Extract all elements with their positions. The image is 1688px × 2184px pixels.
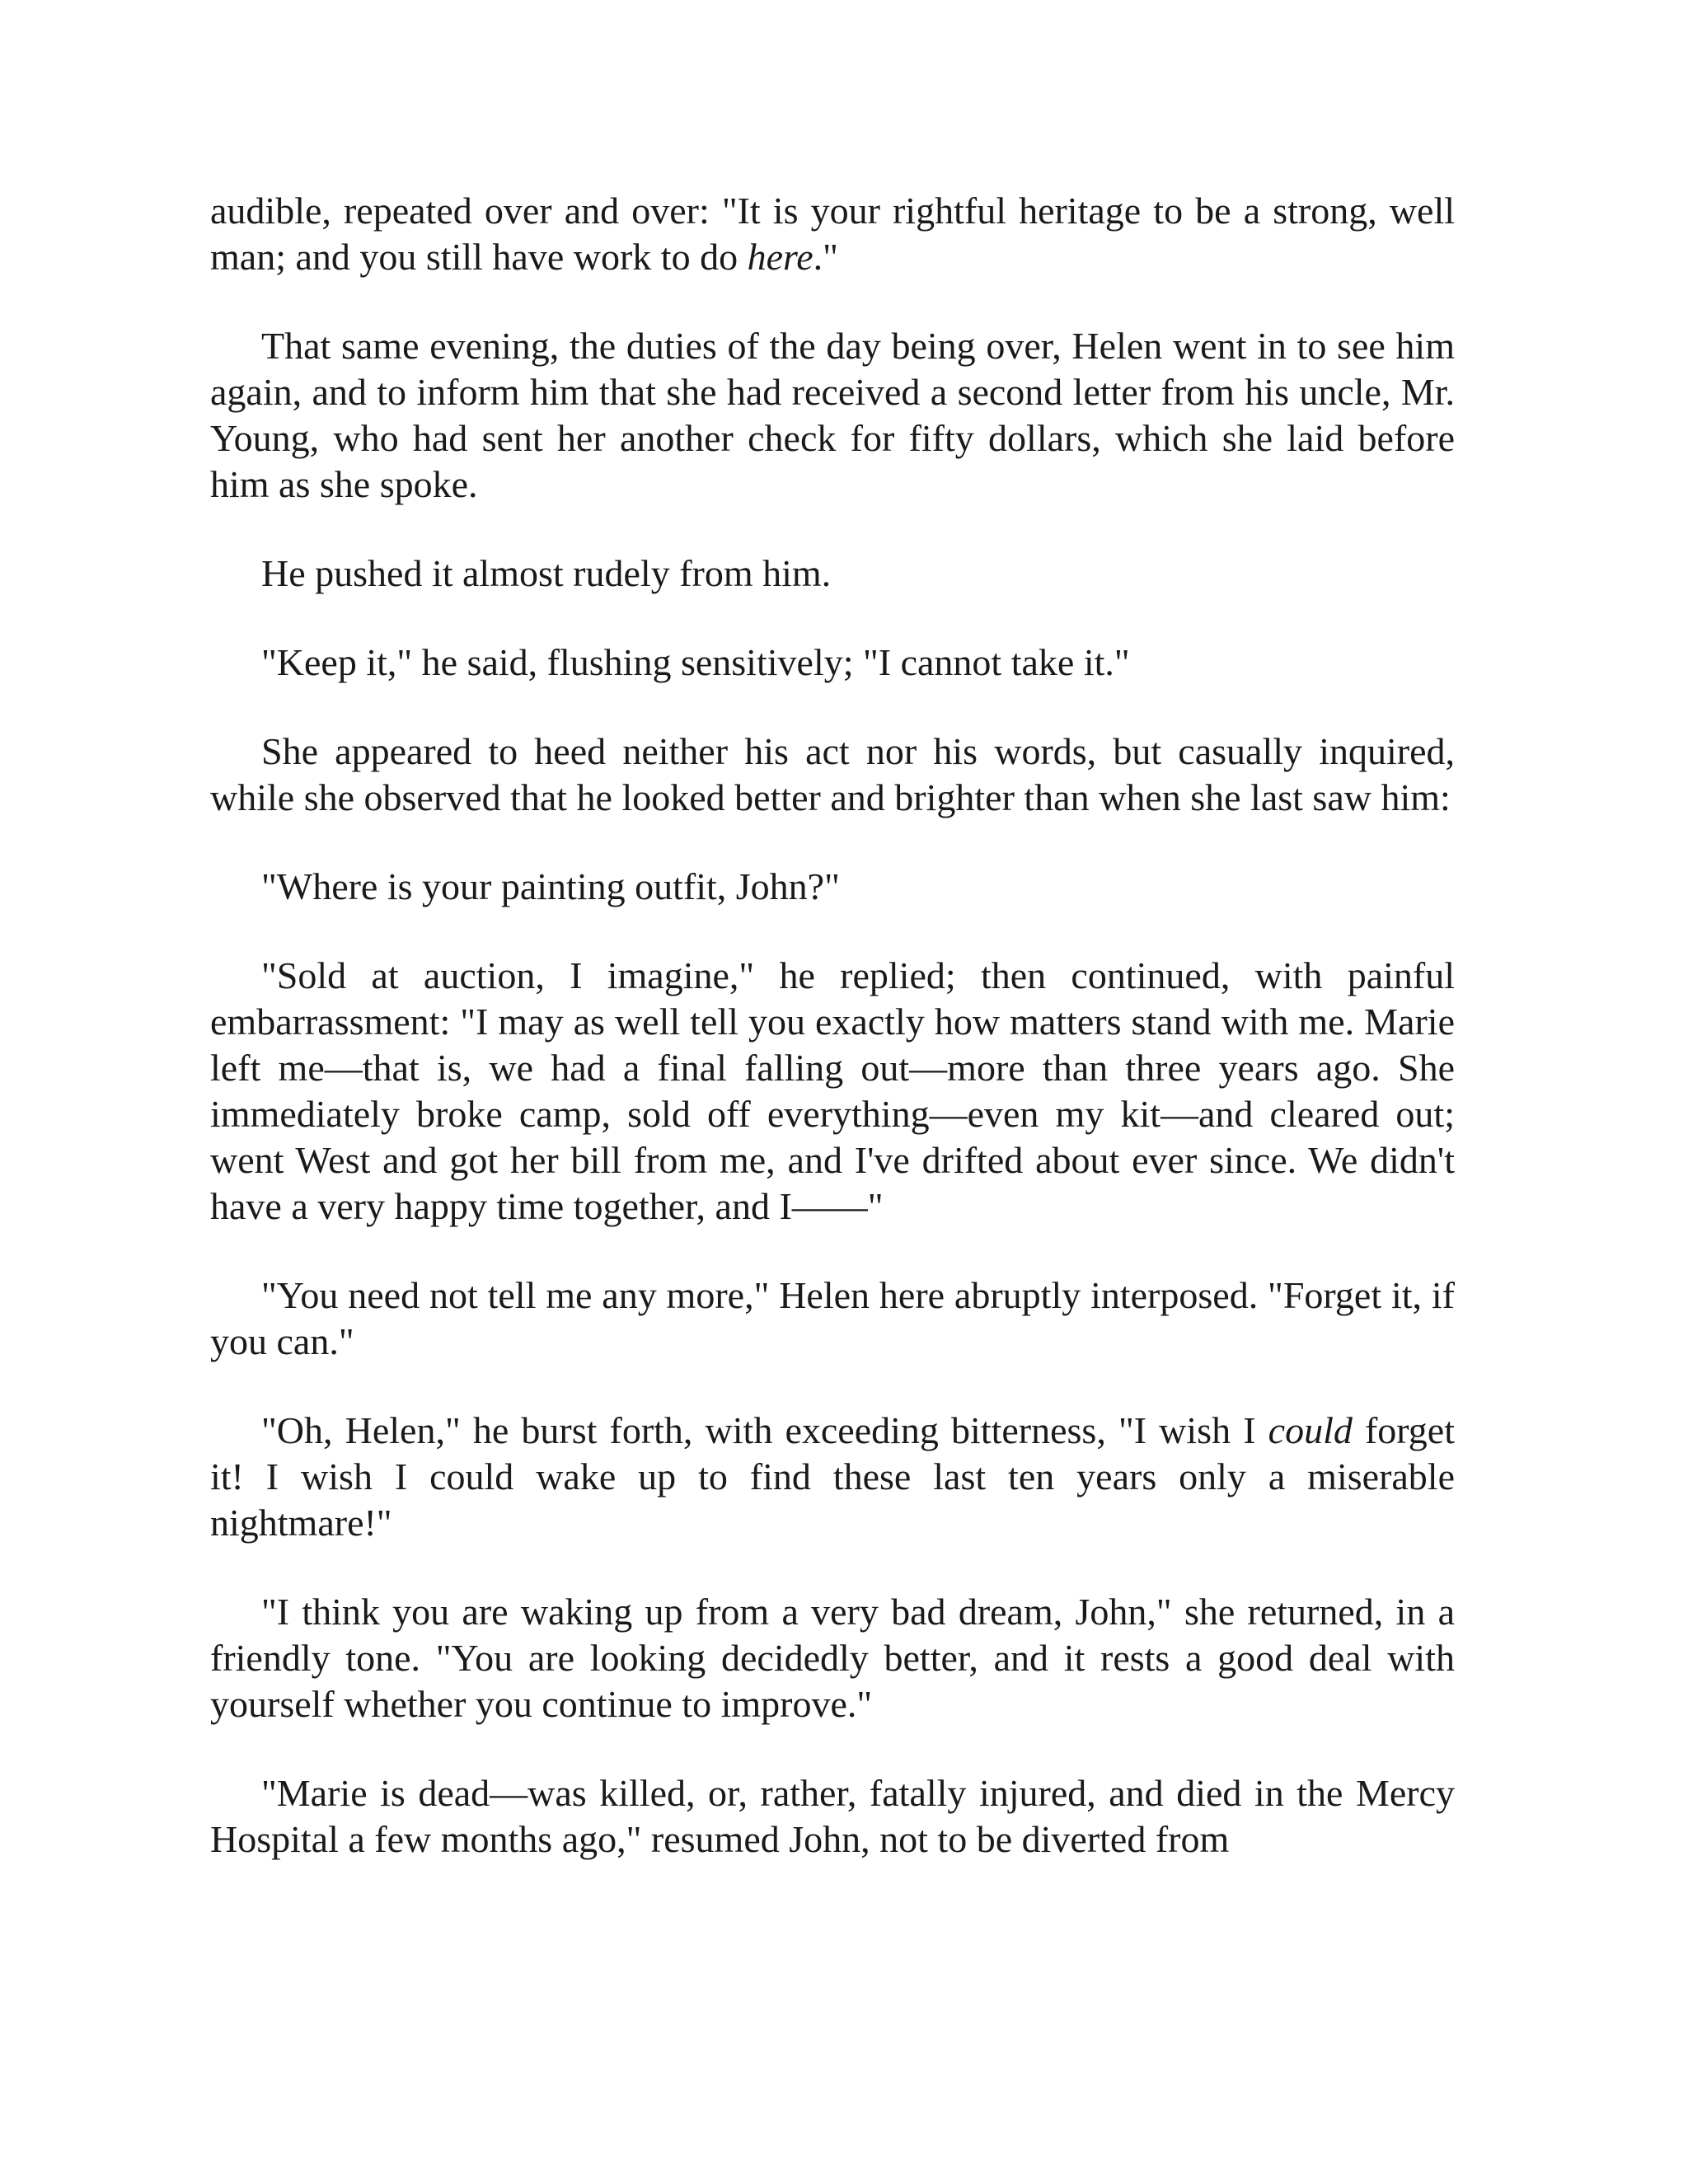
text-run: "Sold at auction, I imagine," he replied; then continued, with painful embarrassment: "I may as well tell you exactly how matters stand with me. Marie left me—that is, we had a final falling out—more than three years ago. She immediately broke camp, sold off everything—even my kit—and cleared out; went West and got her bill from me, and I've drifted about ever since. We didn't have a very happy time together, and I——" xyxy=(210,954,1455,1227)
text-run: forget it! I wish I could wake up to find these last ten years only a miserable nightmare!" xyxy=(210,1409,1455,1544)
paragraph xyxy=(210,551,1455,597)
italic-text-run: here xyxy=(747,236,814,278)
paragraph xyxy=(210,188,1455,280)
text-run: She appeared to heed neither his act nor his words, but casually inquired, while she observed that he looked better and brighter than when she last saw him: xyxy=(210,730,1455,818)
text-run: "Marie is dead—was killed, or, rather, fatally injured, and died in the Mercy Hospital a few months ago," resumed John, not to be diverted from xyxy=(210,1772,1455,1860)
text-run: "Keep it," he said, flushing sensitively; "I cannot take it." xyxy=(261,641,1130,683)
paragraph xyxy=(210,323,1455,508)
paragraph xyxy=(210,864,1455,910)
text-run: "You need not tell me any more," Helen here abruptly interposed. "Forget it, if you can." xyxy=(210,1274,1455,1362)
page-body xyxy=(210,188,1455,1863)
paragraph xyxy=(210,640,1455,686)
italic-text-run: could xyxy=(1268,1409,1353,1451)
text-run: "Where is your painting outfit, John?" xyxy=(261,865,840,907)
text-run: "I think you are waking up from a very bad dream, John," she returned, in a friendly tone. "You are looking decidedly better, and it rests a good deal with yourself whether you continue to improve." xyxy=(210,1591,1455,1725)
paragraph xyxy=(210,1408,1455,1546)
text-run: "Oh, Helen," he burst forth, with exceeding bitterness, "I wish I xyxy=(261,1409,1268,1451)
paragraph xyxy=(210,729,1455,821)
paragraph xyxy=(210,1589,1455,1727)
text-run: He pushed it almost rudely from him. xyxy=(261,552,832,594)
text-run: ." xyxy=(813,236,838,278)
paragraph xyxy=(210,1272,1455,1365)
text-run: That same evening, the duties of the day being over, Helen went in to see him again, and to inform him that she had received a second letter from his uncle, Mr. Young, who had sent her another check for fifty dollars, which she laid before him as she spoke. xyxy=(210,325,1455,505)
paragraph xyxy=(210,1770,1455,1863)
text-run: audible, repeated over and over: "It is your rightful heritage to be a strong, well man; and you still have work to do xyxy=(210,190,1455,278)
paragraph xyxy=(210,953,1455,1230)
